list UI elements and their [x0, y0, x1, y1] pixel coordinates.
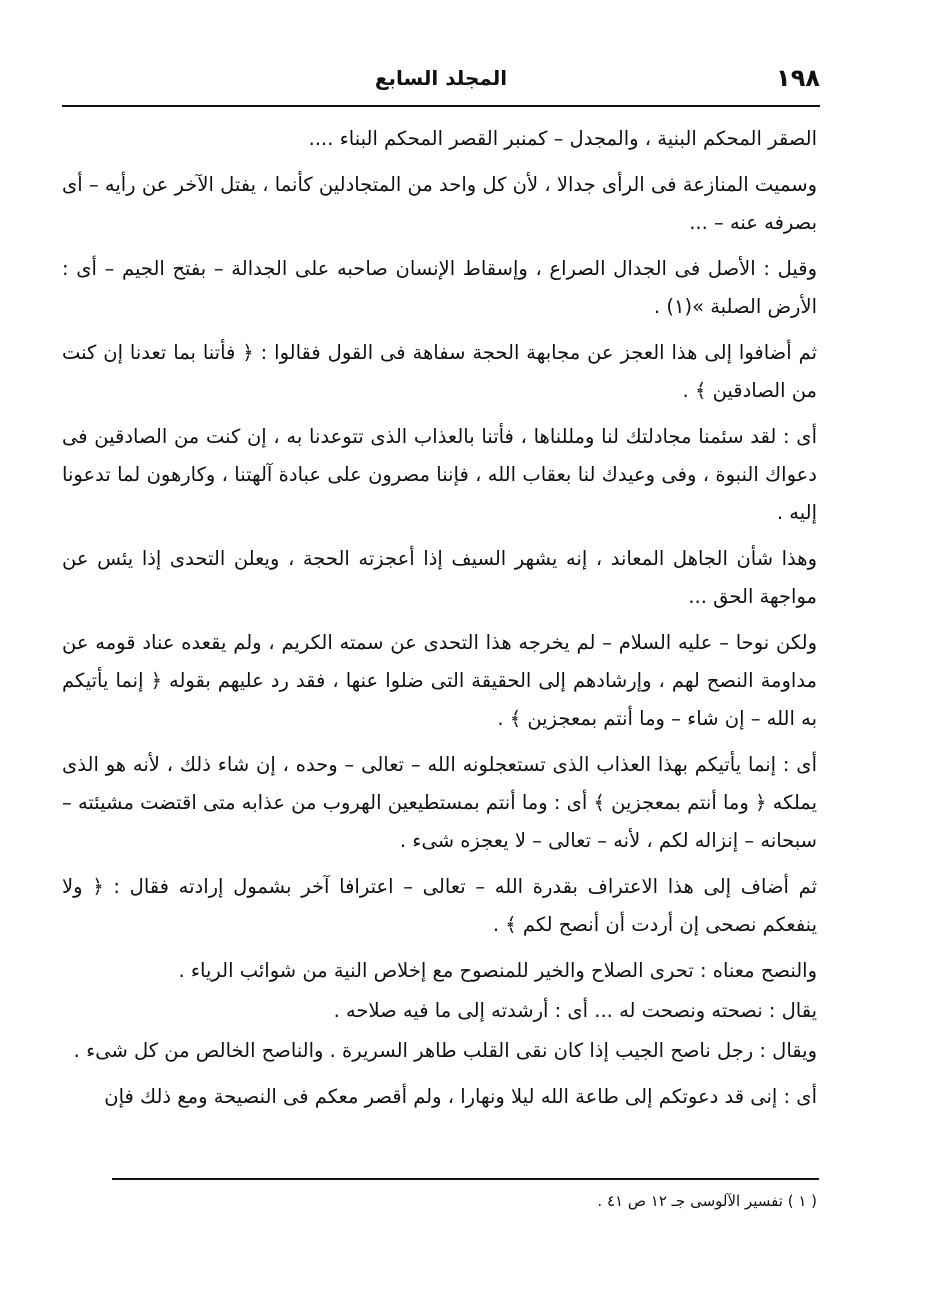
paragraph: ولكن نوحا – عليه السلام – لم يخرجه هذا التحدى عن سمته الكريم ، ولم يقعده عناد قومه عن مداومة النصح لهم ، وإرشادهم إلى الحقيقة التى ضلوا عنها ، فقد رد عليهم بقوله ﴿ إنما يأتيكم به الله – إن شاء – وما أنتم بمعجزين ﴾ . [62, 631, 817, 730]
paragraph: الصقر المحكم البنية ، والمجدل – كمنبر القصر المحكم البناء .... [308, 127, 817, 150]
page-number: ١٩٨ [776, 64, 820, 92]
paragraph: وهذا شأن الجاهل المعاند ، إنه يشهر السيف إذا أعجزته الحجة ، ويعلن التحدى إذا يئس عن مواجهة الحق ... [62, 547, 817, 608]
volume-title: المجلد السابع [374, 66, 508, 90]
paragraph: ويقال : رجل ناصح الجيب إذا كان نقى القلب طاهر السريرة . والناصح الخالص من كل شىء . [73, 1039, 817, 1062]
body-text [62, 120, 817, 1124]
paragraph: ثم أضافوا إلى هذا العجز عن مجابهة الحجة سفاهة فى القول فقالوا : ﴿ فأتنا بما تعدنا إن كنت من الصادقين ﴾ . [62, 341, 817, 402]
paragraph: وقيل : الأصل فى الجدال الصراع ، وإسقاط الإنسان صاحبه على الجدالة – بفتح الجيم – أى : الأرض الصلبة »(١) . [62, 257, 817, 318]
paragraph: والنصح معناه : تحرى الصلاح والخير للمنصوح مع إخلاص النية من شوائب الرياء . [178, 959, 817, 982]
paragraph: وسميت المنازعة فى الرأى جدالا ، لأن كل واحد من المتجادلين كأنما ، يفتل الآخر عن رأيه – أى بصرفه عنه – ... [62, 173, 817, 234]
paragraph: أى : إنى قد دعوتكم إلى طاعة الله ليلا ونهارا ، ولم أقصر معكم فى النصيحة ومع ذلك فإن [104, 1085, 817, 1108]
footnote: ( ١ ) تفسير الآلوسى جـ ١٢ ص ٤١ . [597, 1192, 817, 1210]
page-header [62, 60, 820, 104]
header-rule [62, 105, 820, 107]
paragraph: أى : لقد سئمنا مجادلتك لنا ومللناها ، فأتنا بالعذاب الذى تتوعدنا به ، إن كنت من الصادقين فى دعواك النبوة ، وفى وعيدك لنا بعقاب الله ، فإننا مصرون على عبادة آلهتنا ، وكارهون لما تدعونا إليه . [62, 425, 817, 524]
paragraph: يقال : نصحته ونصحت له ... أى : أرشدته إلى ما فيه صلاحه . [333, 999, 817, 1022]
footnote-rule [112, 1178, 819, 1180]
paragraph: ثم أضاف إلى هذا الاعتراف بقدرة الله – تعالى – اعترافا آخر بشمول إرادته فقال : ﴿ ولا ينفعكم نصحى إن أردت أن أنصح لكم ﴾ . [62, 875, 817, 936]
paragraph: أى : إنما يأتيكم بهذا العذاب الذى تستعجلونه الله – تعالى – وحده ، إن شاء ذلك ، لأنه هو الذى يملكه ﴿ وما أنتم بمعجزين ﴾ أى : وما أنتم بمستطيعين الهروب من عذابه متى اقتضت مشيئته – سبحانه – إنزاله لكم ، لأنه – تعالى – لا يعجزه شىء . [62, 753, 817, 852]
